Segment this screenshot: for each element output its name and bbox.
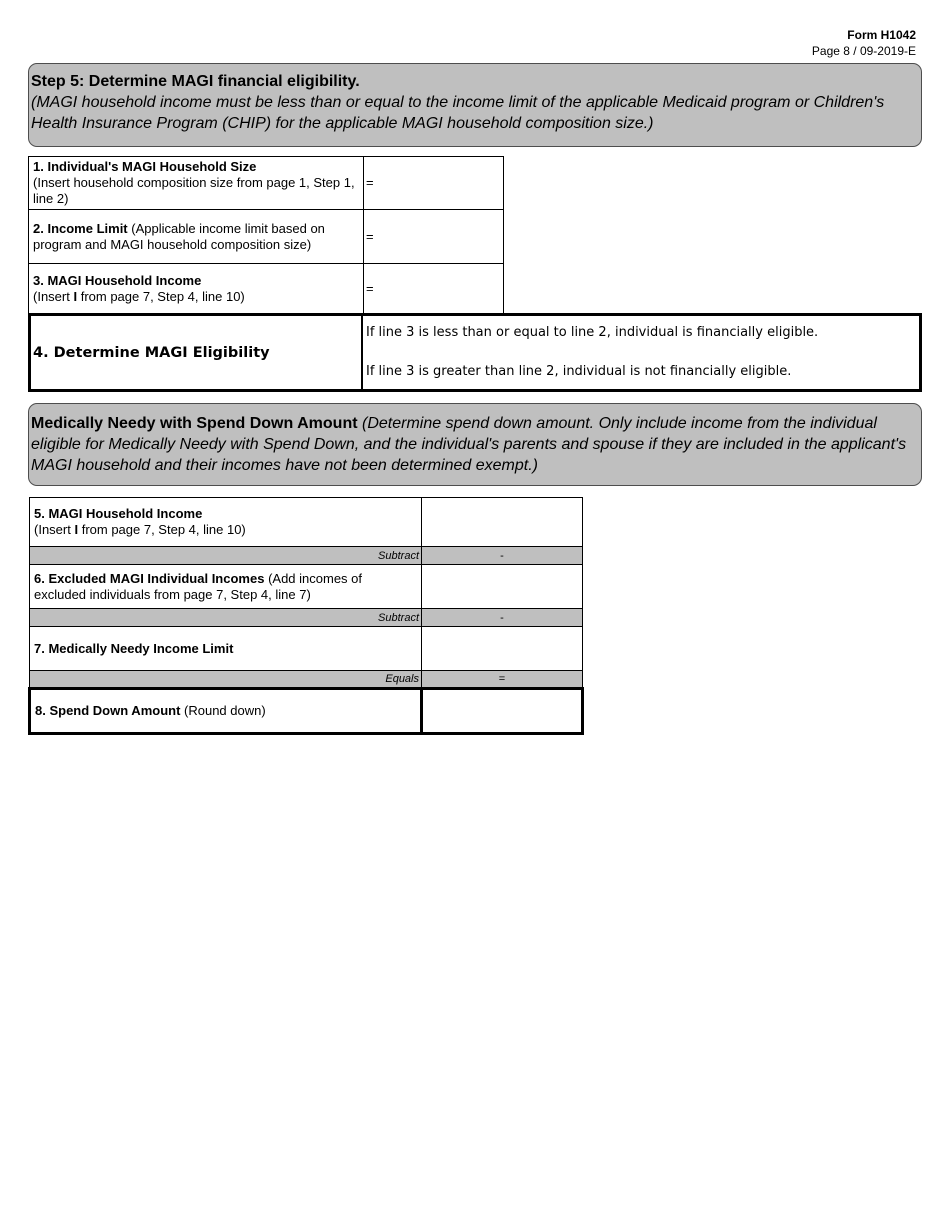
label-household-income [29, 264, 364, 314]
form-header [812, 27, 916, 59]
household-income-note-pre: (Insert [33, 288, 74, 304]
medically-needy-title: Medically Needy with Spend Down Amount [31, 415, 358, 432]
income-limit-note: (Applicable income limit based on program and MAGI household composition size) [33, 220, 325, 252]
row-magi-household-income [30, 498, 583, 547]
medically-needy-subtitle: (Determine spend down amount. Only include income from the individual eligible for Medically Needy with Spend Down, and the individual's parents and spouse if they are included in the applicant's MAGI household and their incomes have not been determined exempt.) [31, 415, 907, 474]
step5-title: Step 5: Determine MAGI financial eligibility. [31, 73, 360, 90]
excluded-incomes-note: (Add incomes of excluded individuals from page 7, Step 4, line 7) [34, 570, 362, 602]
subtract-symbol: - [422, 609, 583, 627]
household-income-title: 3. MAGI Household Income [33, 272, 202, 288]
magi-household-income-note-pre: (Insert [34, 522, 75, 537]
subtract-label: Subtract [30, 547, 422, 565]
label-medically-needy-limit [30, 627, 422, 671]
household-income-note-bold: I [73, 288, 78, 304]
excluded-incomes-title: 6. Excluded MAGI Individual Incomes [34, 570, 265, 586]
row-medically-needy-limit [30, 627, 583, 671]
medically-needy-limit-field[interactable] [422, 627, 583, 671]
row-spend-down-amount [30, 689, 583, 734]
spend-down-table [28, 497, 584, 735]
equals-sign: = [366, 280, 374, 296]
step5-subtitle: (MAGI household income must be less than or equal to the income limit of the applicable Medicaid program or Children's Health Insurance Program (CHIP) for the applicable MAGI household composition size.) [31, 94, 885, 132]
row-excluded-incomes [30, 565, 583, 609]
not-eligible-rule: If line 3 is greater than line 2, individual is not financially eligible. [366, 364, 792, 379]
household-size-note: (Insert household composition size from page 1, Step 1, line 2) [33, 175, 355, 206]
household-income-note-post: from page 7, Step 4, line 10) [77, 288, 245, 304]
household-income-field[interactable] [364, 264, 504, 314]
form-number: Form H1042 [847, 28, 916, 42]
determine-eligibility-row [28, 313, 922, 392]
income-limit-field[interactable] [364, 210, 504, 264]
page-info: Page 8 / 09-2019-E [811, 44, 916, 58]
subtract-row-2 [30, 609, 583, 627]
household-size-title: 1. Individual's MAGI Household Size [33, 159, 257, 174]
income-limit-title: 2. Income Limit [33, 220, 128, 236]
subtract-symbol: - [422, 547, 583, 565]
equals-symbol: = [422, 671, 583, 689]
spend-down-amount-title: 8. Spend Down Amount [35, 703, 181, 718]
equals-label: Equals [30, 671, 422, 689]
medically-needy-limit-title: 7. Medically Needy Income Limit [34, 640, 234, 656]
equals-sign: = [366, 228, 374, 244]
eligible-rule: If line 3 is less than or equal to line 2, individual is financially eligible. [366, 325, 819, 340]
row-income-limit [29, 210, 504, 264]
household-size-field[interactable] [364, 157, 504, 210]
magi-household-income-note-post: from page 7, Step 4, line 10) [78, 522, 246, 537]
medically-needy-text [31, 413, 911, 476]
row-household-size [29, 157, 504, 210]
magi-household-income-field[interactable] [422, 498, 583, 547]
medically-needy-banner [28, 403, 922, 486]
eligibility-table [28, 156, 504, 314]
label-excluded-incomes [30, 565, 422, 609]
determine-eligibility-label: 4. Determine MAGI Eligibility [31, 316, 363, 389]
equals-row [30, 671, 583, 689]
label-income-limit [29, 210, 364, 264]
spend-down-amount-note: (Round down) [180, 703, 266, 718]
equals-sign: = [366, 175, 374, 190]
spend-down-amount-field[interactable] [422, 689, 583, 734]
magi-household-income-title: 5. MAGI Household Income [34, 506, 203, 521]
label-spend-down-amount [30, 689, 422, 734]
subtract-row-1 [30, 547, 583, 565]
subtract-label: Subtract [30, 609, 422, 627]
magi-household-income-note-bold: I [74, 522, 79, 537]
step5-banner [28, 63, 922, 147]
excluded-incomes-field[interactable] [422, 565, 583, 609]
row-household-income [29, 264, 504, 314]
label-magi-household-income [30, 498, 422, 547]
label-household-size [29, 157, 364, 210]
